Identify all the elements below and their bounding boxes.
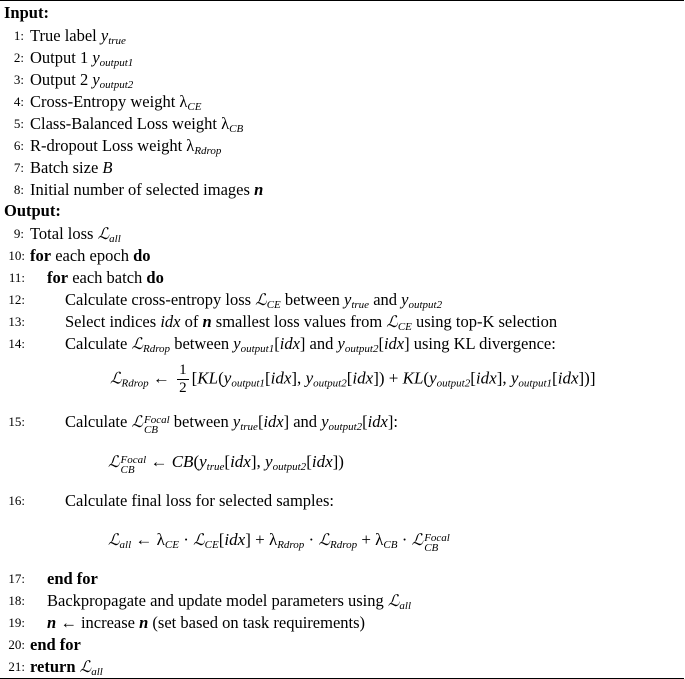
equation-total-loss: ℒ$_{all}$ ← $\lambda_{CE}$ · ℒ$_{CE}$[idx] + $\lambda_{Rdrop}$ · ℒ$_{Rdrop}$ + $\lambda_{CB}$ · ℒ Focal CB bbox=[108, 530, 450, 554]
equation-focal-cb: ℒ Focal CB ← $CB(y_{true}[idx]$, $y_{output2}[idx]$) bbox=[108, 452, 344, 476]
equation-rdrop: ℒ$_{Rdrop}$ ← $\frac{1}{2}$ [$KL(y_{output1}[idx]$, $y_{output2}[idx]) + KL(y_{output2}[idx]$, $y_{output1}[idx]$)] bbox=[110, 362, 596, 396]
output-header: Output: bbox=[4, 201, 61, 220]
input-header: Input: bbox=[4, 3, 49, 22]
